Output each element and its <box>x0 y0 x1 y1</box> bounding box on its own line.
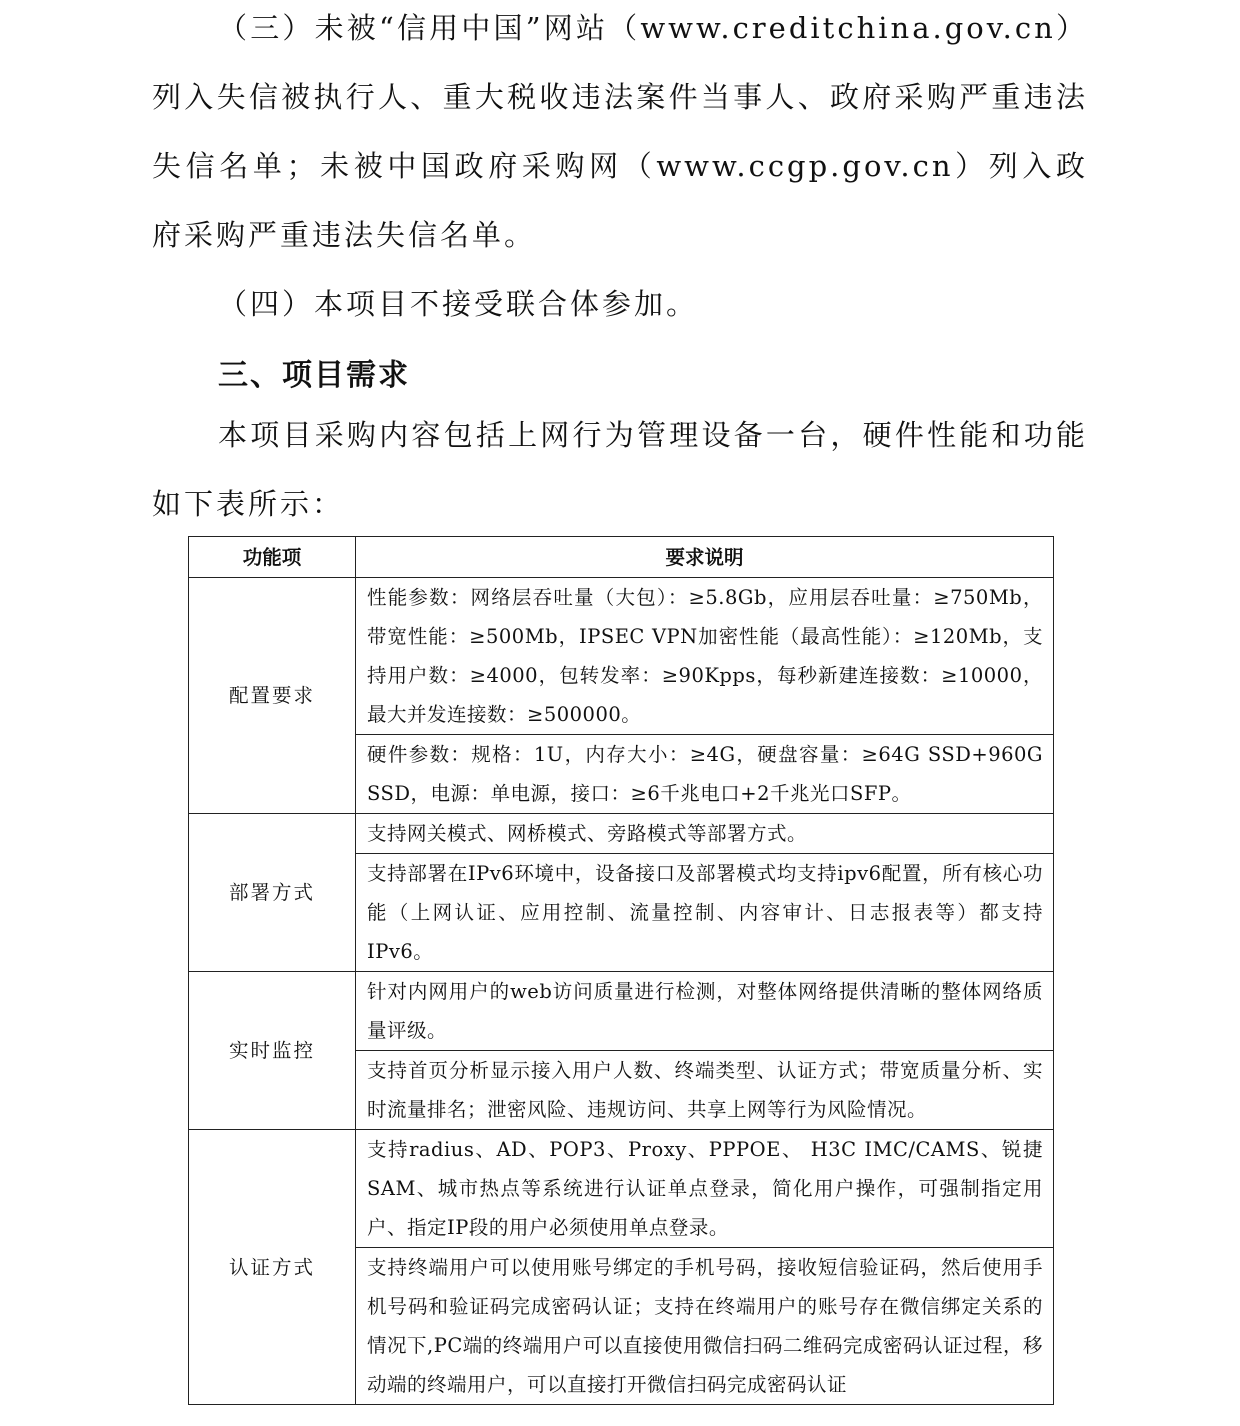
category-cell: 部署方式 <box>189 814 356 972</box>
table-row <box>189 578 1054 735</box>
requirement-cell: 支持radius、AD、POP3、Proxy、PPPOE、 H3C IMC/CAMS、锐捷 SAM、城市热点等系统进行认证单点登录，简化用户操作，可强制指定用户、指定IP段的用户必须使用单点登录。 <box>356 1130 1054 1248</box>
requirement-cell: 支持网关模式、网桥模式、旁路模式等部署方式。 <box>356 814 1054 854</box>
requirement-cell: 硬件参数：规格：1U，内存大小：≥4G，硬盘容量：≥64G SSD+960G SSD，电源：单电源，接口：≥6千兆电口+2千兆光口SFP。 <box>356 735 1054 814</box>
header-function-item: 功能项 <box>189 537 356 578</box>
requirement-cell: 性能参数：网络层吞吐量（大包）：≥5.8Gb，应用层吞吐量：≥750Mb，带宽性能：≥500Mb，IPSEC VPN加密性能（最高性能）：≥120Mb，支持用户数：≥4000，包转发率：≥90Kpps，每秒新建连接数：≥10000，最大并发连接数：≥500000。 <box>356 578 1054 735</box>
table-row <box>189 814 1054 854</box>
requirements-table <box>188 536 1054 1405</box>
table-row <box>189 1130 1054 1248</box>
paragraph-project-content: 本项目采购内容包括上网行为管理设备一台，硬件性能和功能如下表所示： <box>152 418 1088 521</box>
paragraph-credit-requirement: （三）未被“信用中国”网站（www.creditchina.gov.cn）列入失信被执行人、重大税收违法案件当事人、政府采购严重违法失信名单；未被中国政府采购网（www.ccgp.gov.cn）列入政府采购严重违法失信名单。 <box>152 11 1088 252</box>
table-header-row <box>189 537 1054 578</box>
section-heading: 三、项目需求 <box>218 358 410 393</box>
category-cell: 配置要求 <box>189 578 356 814</box>
requirement-cell: 支持部署在IPv6环境中，设备接口及部署模式均支持ipv6配置，所有核心功能（上网认证、应用控制、流量控制、内容审计、日志报表等）都支持IPv6。 <box>356 854 1054 972</box>
category-cell: 认证方式 <box>189 1130 356 1405</box>
paragraph-consortium: （四）本项目不接受联合体参加。 <box>218 287 699 321</box>
table-row <box>189 972 1054 1051</box>
header-requirement-description: 要求说明 <box>356 537 1054 578</box>
category-cell: 实时监控 <box>189 972 356 1130</box>
requirement-cell: 支持首页分析显示接入用户人数、终端类型、认证方式；带宽质量分析、实时流量排名；泄密风险、违规访问、共享上网等行为风险情况。 <box>356 1051 1054 1130</box>
requirement-cell: 针对内网用户的web访问质量进行检测，对整体网络提供清晰的整体网络质量评级。 <box>356 972 1054 1051</box>
requirement-cell: 支持终端用户可以使用账号绑定的手机号码，接收短信验证码，然后使用手机号码和验证码完成密码认证；支持在终端用户的账号存在微信绑定关系的情况下,PC端的终端用户可以直接使用微信扫码二维码完成密码认证过程，移动端的终端用户，可以直接打开微信扫码完成密码认证 <box>356 1248 1054 1405</box>
